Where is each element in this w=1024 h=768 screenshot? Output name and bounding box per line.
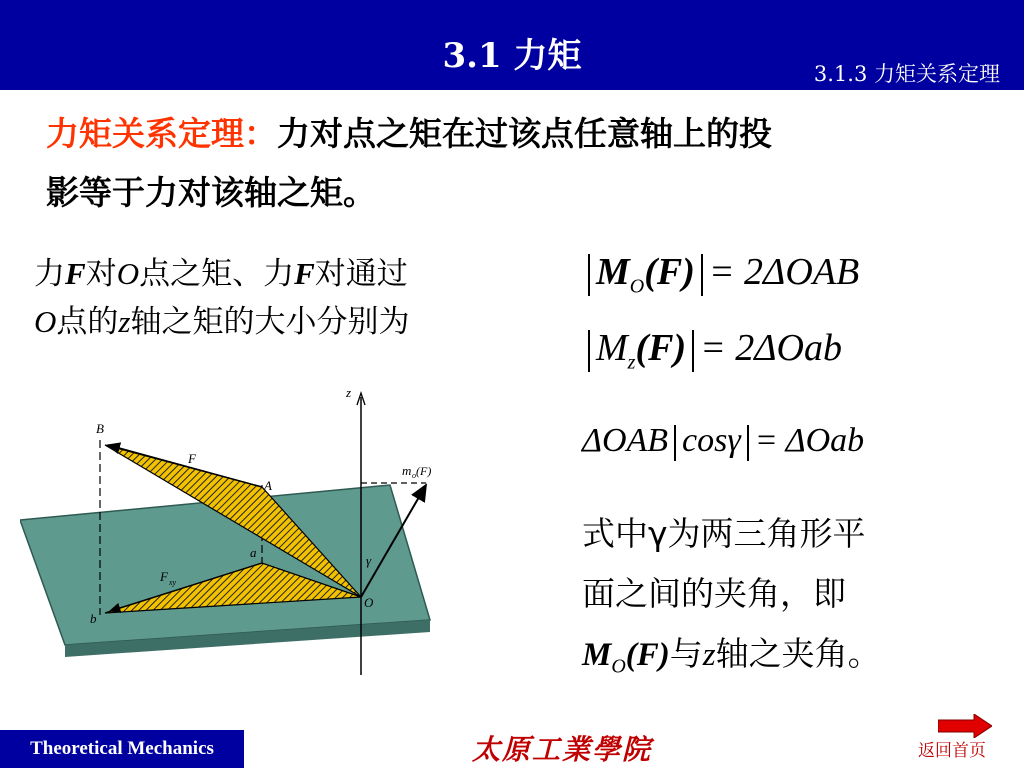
label-gamma: γ <box>366 553 372 568</box>
label-fxy-sub: xy <box>169 578 177 587</box>
formula-lhs: ΔOAB <box>582 422 669 459</box>
theorem-text-line1: 力对点之矩在过该点任意轴上的投 <box>277 114 772 153</box>
desc-text: 力 <box>34 256 65 292</box>
formula-mo <box>582 250 859 299</box>
desc-text: 轴之矩的大小分别为 <box>130 304 410 340</box>
moment-description <box>34 250 554 346</box>
explain-text: 与 <box>669 634 703 673</box>
label-fxy: F <box>160 569 168 584</box>
formula-subscript: O <box>629 275 645 298</box>
moment-subscript: O <box>611 655 626 678</box>
label-moment: m <box>402 463 412 478</box>
explain-text: 轴之夹角。 <box>715 634 881 673</box>
moment-symbol: M <box>582 637 612 673</box>
section-subtitle: 3.1.3 力矩关系定理 <box>813 62 1000 86</box>
desc-text: 点的 <box>56 304 119 340</box>
arrow-right-icon[interactable] <box>938 714 992 738</box>
label-a-lower: a <box>250 545 257 560</box>
label-moment-sub: o <box>412 471 416 480</box>
page-title: 3.1 力矩 <box>442 36 582 76</box>
desc-force-symbol: F <box>65 256 86 291</box>
label-a-upper: A <box>264 478 272 493</box>
desc-point-symbol: O <box>116 256 140 291</box>
label-b-lower: b <box>90 611 97 626</box>
explain-line2: 面之间的夹角，即 <box>582 574 846 613</box>
label-b-upper: B <box>96 421 104 436</box>
formula-cos-relation <box>582 422 864 461</box>
label-z-axis: z <box>346 385 352 400</box>
explain-line3 <box>582 624 1002 697</box>
university-logo: 太原工業學院 <box>472 733 653 766</box>
desc-force-symbol: F <box>294 256 315 291</box>
formula-rhs: = ΔOab <box>754 422 865 459</box>
force-argument: (F) <box>625 637 670 673</box>
label-force: F <box>188 451 196 466</box>
formula-mz <box>582 326 842 375</box>
desc-text: 对 <box>85 256 117 292</box>
explain-line1: 式中γ为两三角形平 <box>582 514 866 553</box>
theorem-statement <box>46 104 946 222</box>
moment-diagram <box>20 375 440 685</box>
back-to-home-link[interactable]: 返回首页 <box>918 741 986 761</box>
axis-symbol: z <box>702 637 716 673</box>
formula-m-symbol: M <box>596 327 628 369</box>
formula-cos: cosγ <box>682 422 741 459</box>
formula-rhs: = 2ΔOAB <box>708 251 860 293</box>
desc-text: 对通过 <box>314 256 408 292</box>
formula-argument: (F) <box>644 251 695 293</box>
formula-argument: (F) <box>635 327 687 369</box>
theorem-text-line2: 影等于力对该轴之矩。 <box>46 173 376 212</box>
theorem-label: 力矩关系定理： <box>46 114 277 153</box>
gamma-explanation <box>582 504 1002 697</box>
label-origin: O <box>364 595 374 610</box>
desc-axis-symbol: z <box>118 304 131 339</box>
header-bar <box>0 0 1024 90</box>
label-moment-arg: (F) <box>416 464 432 478</box>
course-brand: Theoretical Mechanics <box>0 730 244 768</box>
formula-m-symbol: M <box>596 251 630 293</box>
desc-text: 点之矩、力 <box>139 256 295 292</box>
desc-point-symbol: O <box>34 304 57 339</box>
formula-subscript: z <box>627 351 636 374</box>
formula-rhs: = 2ΔOab <box>700 327 842 369</box>
